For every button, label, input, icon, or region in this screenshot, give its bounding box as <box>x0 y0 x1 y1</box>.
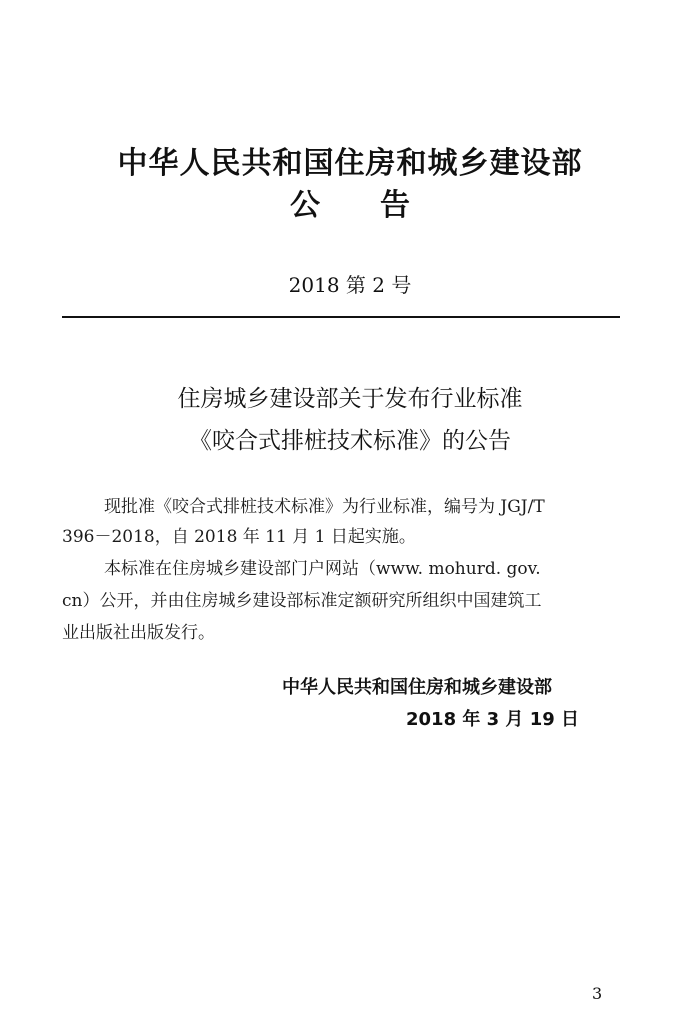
signature-date: 2018 年 3 月 19 日 <box>406 709 580 730</box>
body-text-line: 现批准《咬合式排桩技术标准》为行业标准，编号为 JGJ/T <box>104 497 545 517</box>
ministry-title: 中华人民共和国住房和城乡建设部 <box>117 146 583 181</box>
body-text-line: 本标准在住房城乡建设部门户网站（www. mohurd. gov. <box>104 559 541 579</box>
header-divider <box>62 316 620 318</box>
document-heading-line-2: 《咬合式排桩技术标准》的公告 <box>189 428 511 454</box>
page-number: 3 <box>592 984 603 1003</box>
document-heading-line-1: 住房城乡建设部关于发布行业标准 <box>177 386 523 412</box>
body-text-line: 业出版社出版发行。 <box>62 623 215 643</box>
body-text-line: 396－2018，自 2018 年 11 月 1 日起实施。 <box>62 527 416 547</box>
body-text-line: cn）公开，并由住房城乡建设部标准定额研究所组织中国建筑工 <box>62 591 542 611</box>
issue-number: 2018 第 2 号 <box>288 273 412 297</box>
signatory: 中华人民共和国住房和城乡建设部 <box>282 677 552 698</box>
notice-title: 公告 <box>290 188 470 223</box>
